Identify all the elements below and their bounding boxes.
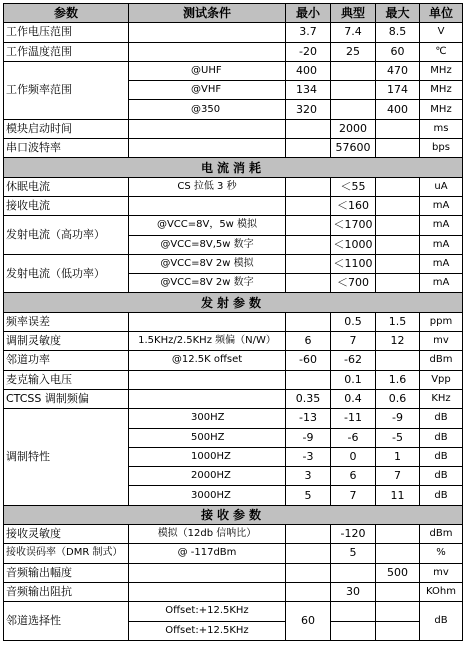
section-title-rx: 接收参数 [4,505,463,524]
min-cell: -13 [286,409,331,428]
typ-cell: 0.5 [331,312,376,331]
condition-cell: 300HZ [129,409,286,428]
section-row [4,293,463,312]
max-cell [376,525,420,544]
min-cell: 134 [286,81,331,100]
max-cell: 1.6 [376,370,420,389]
table-row [4,42,463,61]
max-cell [376,139,420,158]
header-unit: 单位 [420,4,463,23]
condition-cell: 1000HZ [129,447,286,466]
header-min: 最小 [286,4,331,23]
condition-cell [129,312,286,331]
table-row [4,23,463,42]
table-row [4,177,463,196]
typ-cell: ＜1700 [331,216,376,235]
max-cell: 1.5 [376,312,420,331]
condition-cell: @ -117dBm [129,544,286,563]
typ-cell: ＜160 [331,196,376,215]
table-row [4,409,463,428]
param-cell: 邻道功率 [4,351,129,370]
unit-cell: V [420,23,463,42]
table-row [4,139,463,158]
condition-cell: @UHF [129,61,286,80]
min-cell: 0.35 [286,389,331,408]
unit-cell: dB [420,602,463,641]
header-param: 参数 [4,4,129,23]
max-cell [376,621,420,640]
param-cell: 音频输出幅度 [4,563,129,582]
typ-cell [331,602,376,621]
unit-cell: ℃ [420,42,463,61]
table-row [4,582,463,601]
typ-cell: 7.4 [331,23,376,42]
max-cell [376,196,420,215]
unit-cell: mv [420,563,463,582]
typ-cell: -120 [331,525,376,544]
param-cell: 发射电流（低功率） [4,254,129,293]
table-row [4,389,463,408]
unit-cell: dB [420,409,463,428]
param-cell: CTCSS 调制频偏 [4,389,129,408]
max-cell [376,119,420,138]
typ-cell: 7 [331,332,376,351]
typ-cell [331,61,376,80]
condition-cell: @VCC=8V 2w 模拟 [129,254,286,273]
table-row [4,119,463,138]
table-row [4,254,463,273]
typ-cell [331,100,376,119]
unit-cell: ppm [420,312,463,331]
typ-cell: -62 [331,351,376,370]
table-row [4,196,463,215]
condition-cell: CS 拉低 3 秒 [129,177,286,196]
condition-cell: Offset:+12.5KHz [129,621,286,640]
condition-cell: @VCC=8V 2w 数字 [129,274,286,293]
max-cell: 400 [376,100,420,119]
unit-cell: dB [420,467,463,486]
table-row [4,216,463,235]
min-cell: 3.7 [286,23,331,42]
condition-cell: 模拟（12db 信呐比） [129,525,286,544]
unit-cell: mA [420,216,463,235]
typ-cell: ＜55 [331,177,376,196]
param-cell: 接收灵敏度 [4,525,129,544]
typ-cell: 5 [331,544,376,563]
min-cell [286,139,331,158]
condition-cell [129,139,286,158]
unit-cell: mA [420,254,463,273]
table-row [4,525,463,544]
param-cell: 邻道选择性 [4,602,129,641]
table-row [4,312,463,331]
typ-cell: 0.1 [331,370,376,389]
unit-cell: mA [420,235,463,254]
unit-cell: MHz [420,81,463,100]
section-title-tx: 发射参数 [4,293,463,312]
table-row [4,563,463,582]
unit-cell: bps [420,139,463,158]
min-cell [286,370,331,389]
min-cell: 60 [286,602,331,641]
typ-cell: -6 [331,428,376,447]
condition-cell [129,119,286,138]
param-cell: 接收电流 [4,196,129,215]
condition-cell [129,582,286,601]
typ-cell: 2000 [331,119,376,138]
param-cell: 工作电压范围 [4,23,129,42]
condition-cell: 1.5KHz/2.5KHz 频偏（N/W） [129,332,286,351]
param-cell: 音频输出阻抗 [4,582,129,601]
table-row [4,61,463,80]
table-row [4,602,463,621]
min-cell [286,563,331,582]
max-cell: 8.5 [376,23,420,42]
condition-cell [129,389,286,408]
max-cell [376,544,420,563]
param-cell: 发射电流（高功率） [4,216,129,255]
condition-cell: @VCC=8V,5w 数字 [129,235,286,254]
min-cell: 400 [286,61,331,80]
max-cell: -9 [376,409,420,428]
condition-cell: 500HZ [129,428,286,447]
typ-cell: -11 [331,409,376,428]
max-cell: 60 [376,42,420,61]
param-cell: 串口波特率 [4,139,129,158]
max-cell [376,177,420,196]
min-cell: 6 [286,332,331,351]
section-row [4,505,463,524]
unit-cell: dBm [420,351,463,370]
condition-cell: @350 [129,100,286,119]
min-cell [286,119,331,138]
unit-cell: mA [420,274,463,293]
condition-cell: @VHF [129,81,286,100]
table-row [4,544,463,563]
max-cell: 1 [376,447,420,466]
min-cell: -20 [286,42,331,61]
typ-cell: ＜1100 [331,254,376,273]
min-cell: 320 [286,100,331,119]
condition-cell [129,23,286,42]
condition-cell: 2000HZ [129,467,286,486]
table-row [4,351,463,370]
min-cell [286,235,331,254]
section-title-current: 电流消耗 [4,158,463,177]
typ-cell: 25 [331,42,376,61]
min-cell: -60 [286,351,331,370]
unit-cell: mv [420,332,463,351]
condition-cell [129,370,286,389]
unit-cell: ms [420,119,463,138]
condition-cell: @12.5K offset [129,351,286,370]
param-cell: 接收误码率（DMR 制式） [4,544,129,563]
max-cell: -5 [376,428,420,447]
typ-cell [331,563,376,582]
param-cell: 模块启动时间 [4,119,129,138]
param-cell: 休眠电流 [4,177,129,196]
min-cell [286,274,331,293]
param-cell: 频率误差 [4,312,129,331]
typ-cell: 0.4 [331,389,376,408]
min-cell [286,582,331,601]
max-cell [376,254,420,273]
header-row [4,4,463,23]
min-cell [286,177,331,196]
unit-cell: dB [420,447,463,466]
spec-table [3,3,463,641]
typ-cell [331,621,376,640]
param-cell: 麦克输入电压 [4,370,129,389]
param-cell: 工作频率范围 [4,61,129,119]
unit-cell: dB [420,486,463,505]
unit-cell: % [420,544,463,563]
max-cell [376,351,420,370]
unit-cell: dBm [420,525,463,544]
min-cell [286,254,331,273]
max-cell: 0.6 [376,389,420,408]
condition-cell: 3000HZ [129,486,286,505]
max-cell: 500 [376,563,420,582]
max-cell: 470 [376,61,420,80]
max-cell [376,216,420,235]
min-cell: 3 [286,467,331,486]
min-cell: -3 [286,447,331,466]
min-cell [286,196,331,215]
min-cell [286,544,331,563]
typ-cell: 0 [331,447,376,466]
param-cell: 调制灵敏度 [4,332,129,351]
unit-cell: KOhm [420,582,463,601]
min-cell [286,312,331,331]
unit-cell: Vpp [420,370,463,389]
condition-cell [129,196,286,215]
max-cell: 7 [376,467,420,486]
unit-cell: uA [420,177,463,196]
condition-cell: Offset:+12.5KHz [129,602,286,621]
condition-cell [129,563,286,582]
unit-cell: MHz [420,100,463,119]
min-cell: -9 [286,428,331,447]
condition-cell: @VCC=8V，5w 模拟 [129,216,286,235]
max-cell [376,582,420,601]
condition-cell [129,42,286,61]
max-cell [376,274,420,293]
param-cell: 工作温度范围 [4,42,129,61]
typ-cell: 6 [331,467,376,486]
max-cell: 12 [376,332,420,351]
table-row [4,332,463,351]
unit-cell: KHz [420,389,463,408]
min-cell [286,216,331,235]
min-cell [286,525,331,544]
header-max: 最大 [376,4,420,23]
typ-cell: 57600 [331,139,376,158]
typ-cell: ＜1000 [331,235,376,254]
unit-cell: MHz [420,61,463,80]
max-cell [376,235,420,254]
unit-cell: mA [420,196,463,215]
section-row [4,158,463,177]
unit-cell: dB [420,428,463,447]
table-row [4,370,463,389]
typ-cell: 7 [331,486,376,505]
typ-cell: 30 [331,582,376,601]
param-cell: 调制特性 [4,409,129,505]
max-cell [376,602,420,621]
header-condition: 测试条件 [129,4,286,23]
max-cell: 174 [376,81,420,100]
max-cell: 11 [376,486,420,505]
typ-cell: ＜700 [331,274,376,293]
min-cell: 5 [286,486,331,505]
header-typ: 典型 [331,4,376,23]
typ-cell [331,81,376,100]
